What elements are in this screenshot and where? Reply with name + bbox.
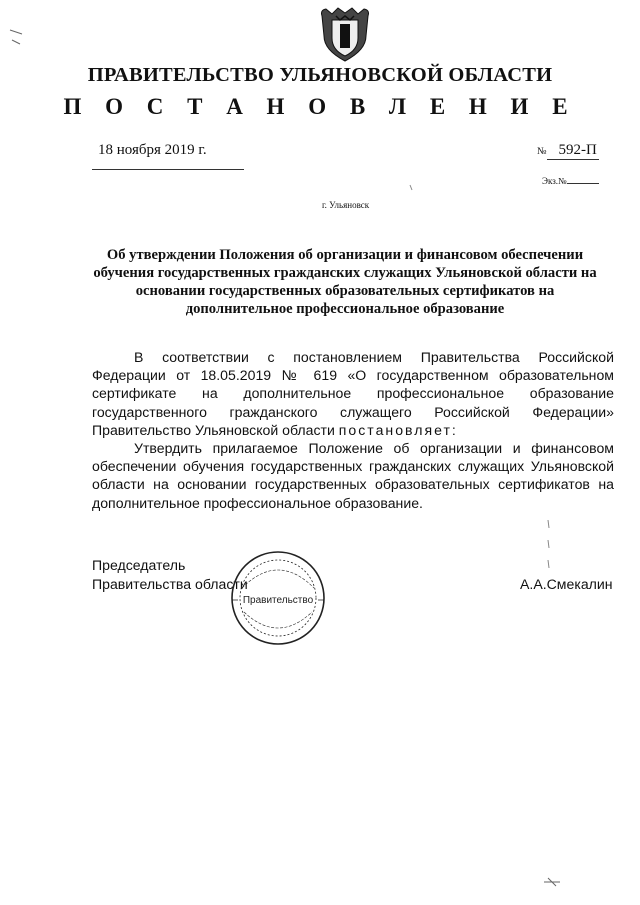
body-paragraph-2: Утвердить прилагаемое Положение об организации и финансовом обеспечении обучения государственных гражданских служащих Ульяновской области на основании государственных образовательных сертификатов на дополнительное профессиональное образование. (92, 440, 614, 511)
document-heading: Об утверждении Положения об организации и финансовом обеспечении обучения государственных гражданских служащих Ульяновской области на основании государственных образовательных сертификатов на дополнительное профессиональное образование (93, 247, 597, 317)
paragraph-1-text: В соответствии с постановлением Правительства Российской Федерации от 18.05.2019 № 619 «О государственном образовательном сертификате на дополнительное профессиональное образование государственного гражданского служащего Российской Федерации» Правительство Ульяновской области (92, 349, 614, 438)
signatory-name: А.А.Смекалин (520, 576, 613, 592)
signatory-position (92, 556, 248, 594)
position-line-2: Правительства области (92, 576, 248, 592)
position-line-1: Председатель (92, 557, 186, 573)
official-stamp-icon (228, 548, 328, 648)
city: г. Ульяновск (322, 200, 370, 210)
date-underline (92, 169, 244, 170)
document-body (92, 348, 614, 512)
number-prefix: № (537, 146, 547, 157)
body-paragraph-1 (92, 348, 614, 439)
organization-title: ПРАВИТЕЛЬСТВО УЛЬЯНОВСКОЙ ОБЛАСТИ (87, 64, 553, 86)
copy-label: Экз.№ (542, 176, 567, 186)
number-value: 592-П (547, 142, 599, 160)
stamp-inner-text: Правительство (242, 595, 314, 606)
copy-number (542, 176, 599, 186)
copy-blank (567, 183, 599, 184)
coat-of-arms-icon (318, 6, 372, 64)
document-date: 18 ноября 2019 г. (98, 142, 207, 158)
document-number (537, 142, 599, 160)
document-type: П О С Т А Н О В Л Е Н И Е (63, 94, 577, 119)
resolution-word: постановляет: (338, 421, 458, 438)
